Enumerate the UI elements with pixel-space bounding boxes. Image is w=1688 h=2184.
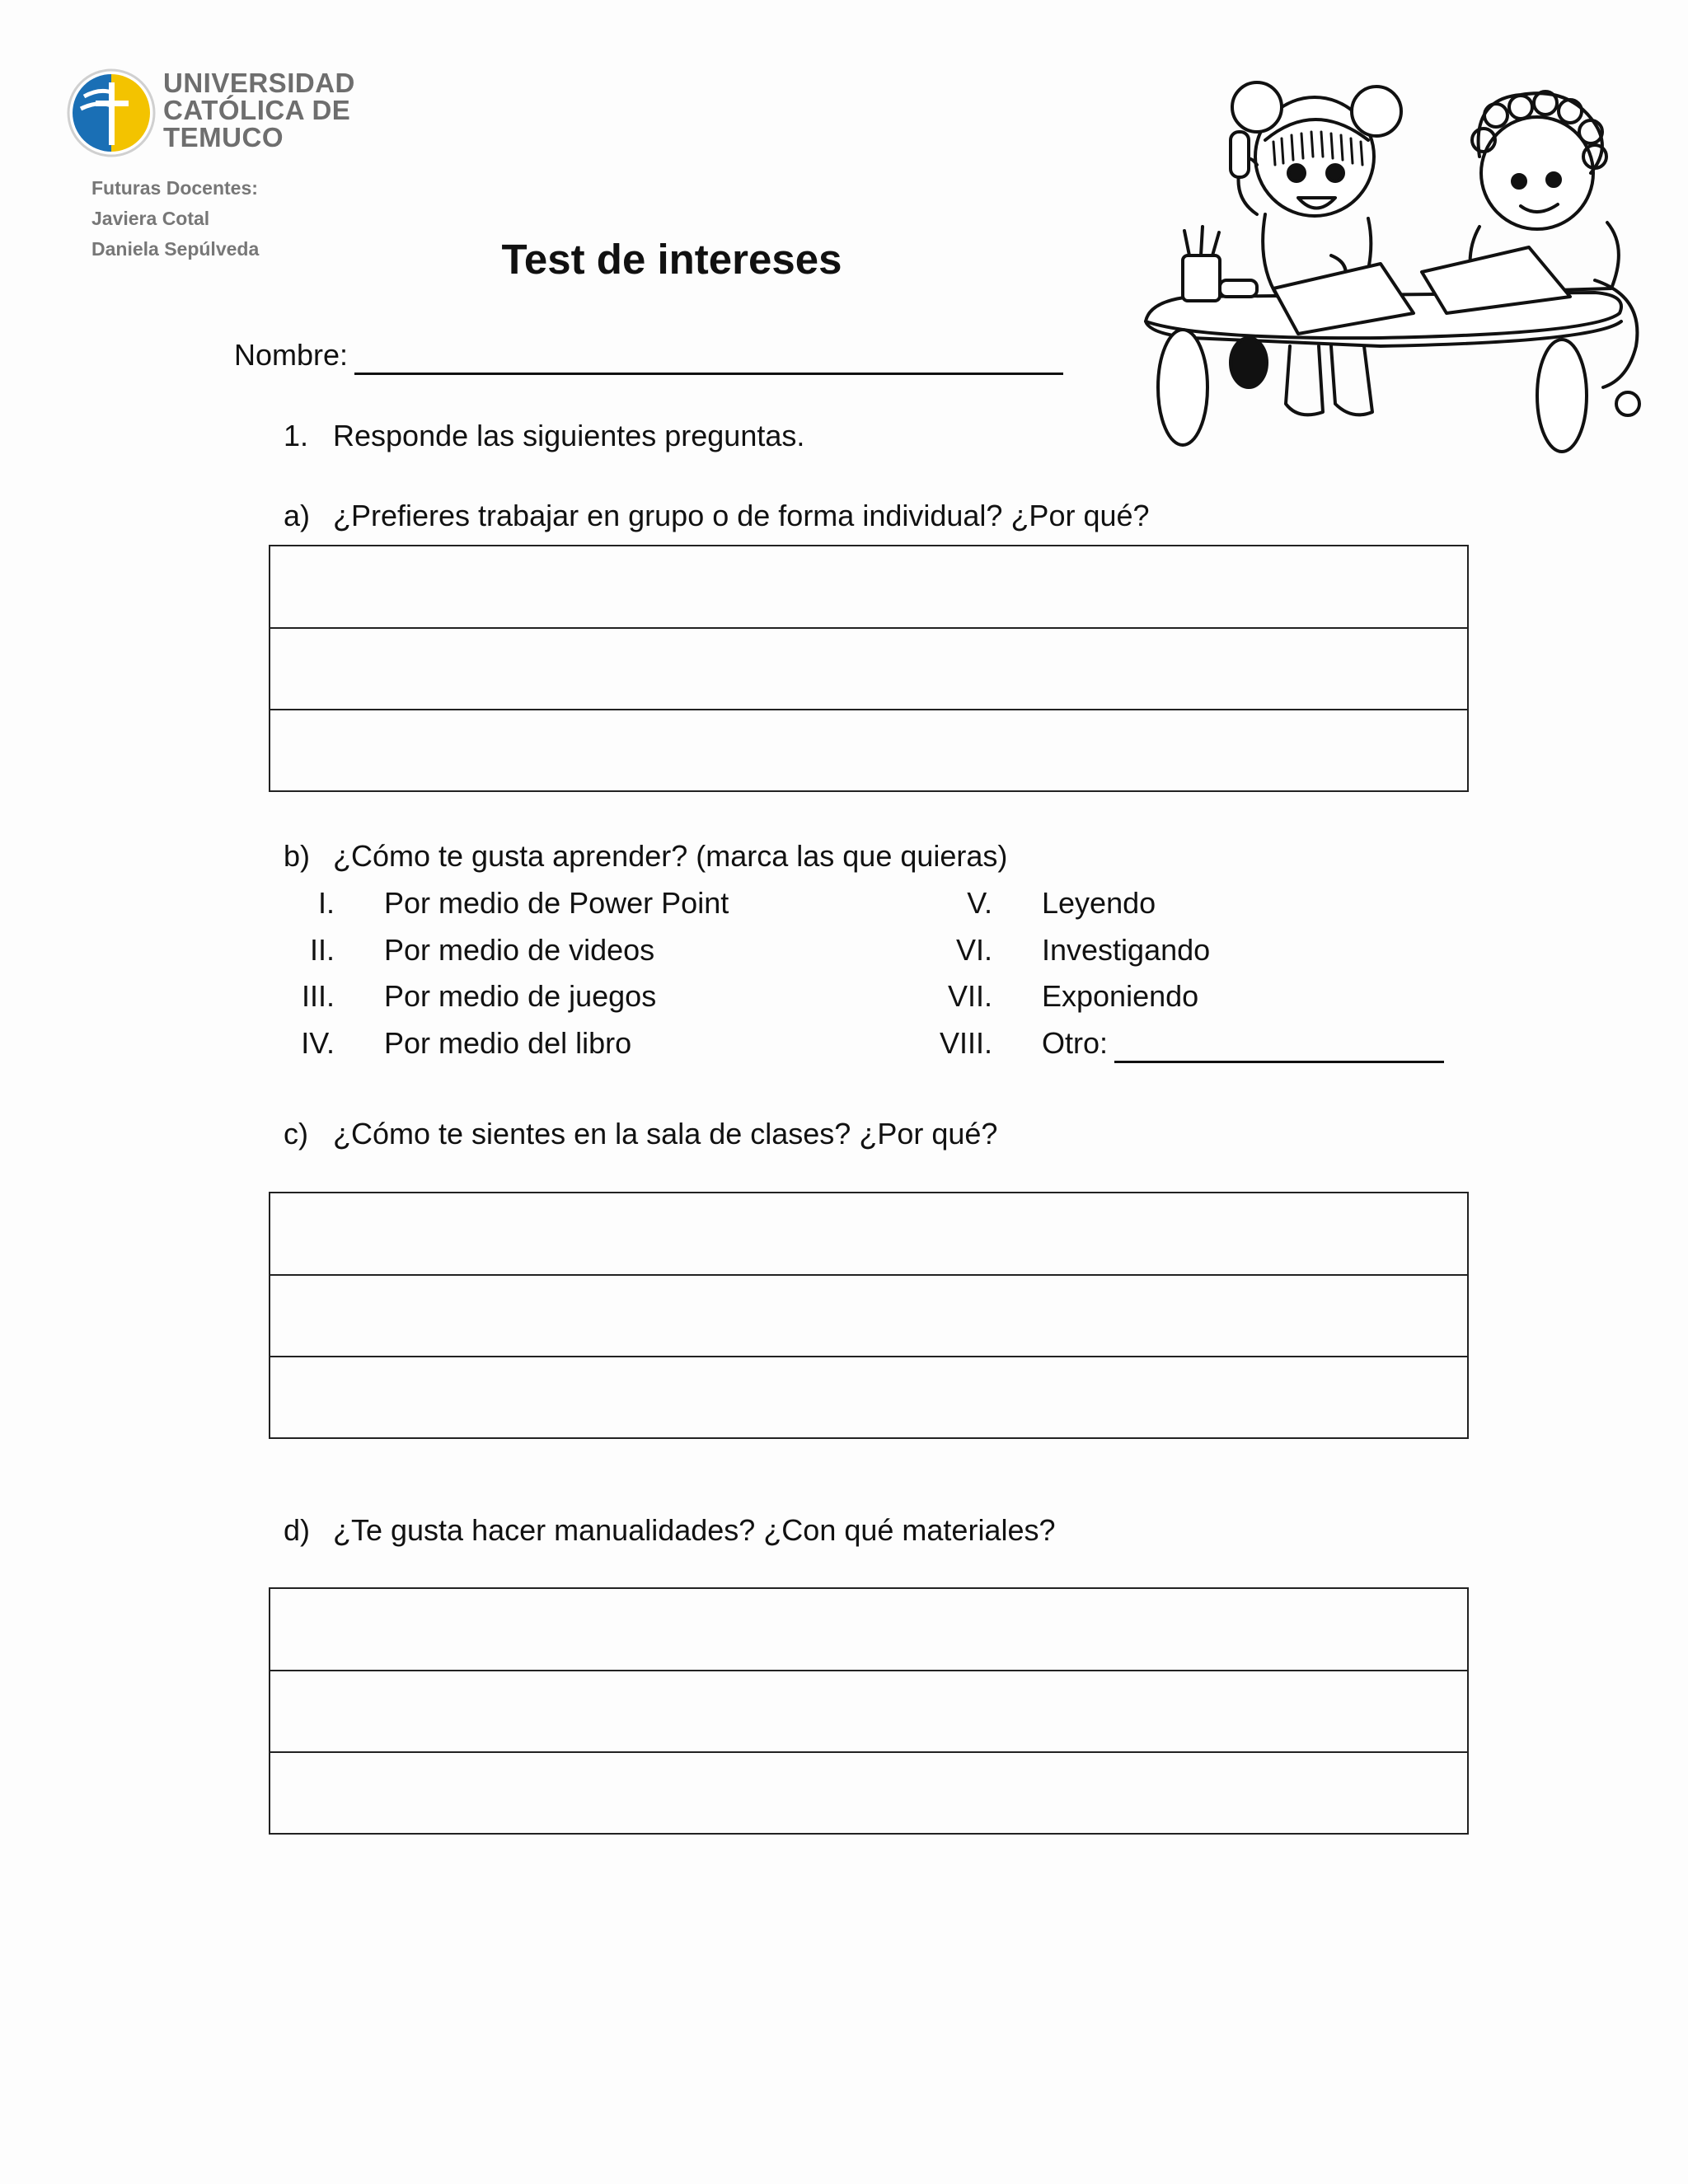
option-text: Leyendo xyxy=(1042,886,1156,920)
question-letter: b) xyxy=(284,839,311,873)
question-b xyxy=(284,839,1437,880)
other-field-line[interactable] xyxy=(1114,1061,1444,1063)
question-text: ¿Cómo te gusta aprender? (marca las que quieras) xyxy=(333,839,1008,873)
option-text: Por medio de juegos xyxy=(384,979,657,1013)
author-name: Daniela Sepúlveda xyxy=(91,238,260,260)
option-text: Por medio de videos xyxy=(384,933,655,967)
answer-box-d[interactable] xyxy=(269,1587,1469,1835)
authors-heading: Futuras Docentes: xyxy=(91,177,258,199)
university-name: UNIVERSIDAD CATÓLICA DE TEMUCO xyxy=(163,68,355,152)
option-4[interactable] xyxy=(0,1026,824,1067)
option-number: VII. xyxy=(947,979,992,1013)
option-text: Por medio del libro xyxy=(384,1026,632,1060)
instruction xyxy=(284,419,1355,460)
question-a xyxy=(284,499,1437,540)
option-text: Investigando xyxy=(1042,933,1211,967)
instruction-number: 1. xyxy=(284,419,309,452)
answer-line xyxy=(270,709,1467,710)
name-label: Nombre: xyxy=(234,338,349,372)
answer-line xyxy=(270,1274,1467,1276)
option-3[interactable] xyxy=(0,979,824,1020)
question-letter: c) xyxy=(284,1117,308,1151)
answer-line xyxy=(270,1670,1467,1671)
option-1[interactable] xyxy=(0,886,824,927)
option-number: VIII. xyxy=(939,1026,992,1060)
option-number: I. xyxy=(317,886,335,920)
option-5[interactable] xyxy=(824,886,1484,927)
children-drawing-illustration xyxy=(1133,49,1677,462)
question-d xyxy=(284,1513,1437,1554)
option-number: V. xyxy=(967,886,992,920)
option-text: Por medio de Power Point xyxy=(384,886,729,920)
page-title: Test de intereses xyxy=(501,236,842,283)
answer-box-c[interactable] xyxy=(269,1192,1469,1439)
option-text: Otro: xyxy=(1042,1026,1109,1060)
answer-line xyxy=(270,1751,1467,1753)
instruction-text: Responde las siguientes preguntas. xyxy=(333,419,805,452)
option-number: III. xyxy=(301,979,335,1013)
university-logo xyxy=(66,68,157,158)
question-c xyxy=(284,1117,1437,1158)
question-text: ¿Te gusta hacer manualidades? ¿Con qué materiales? xyxy=(333,1513,1056,1547)
option-number: VI. xyxy=(955,933,992,967)
option-number: IV. xyxy=(301,1026,335,1060)
answer-line xyxy=(270,627,1467,629)
author-name: Javiera Cotal xyxy=(91,208,210,229)
option-text: Exponiendo xyxy=(1042,979,1199,1013)
option-2[interactable] xyxy=(0,933,824,974)
name-field-line[interactable] xyxy=(354,373,1063,375)
option-6[interactable] xyxy=(824,933,1484,974)
option-7[interactable] xyxy=(824,979,1484,1020)
answer-line xyxy=(270,1356,1467,1357)
question-letter: a) xyxy=(284,499,311,532)
question-text: ¿Cómo te sientes en la sala de clases? ¿Por qué? xyxy=(333,1117,998,1151)
option-number: II. xyxy=(309,933,335,967)
question-text: ¿Prefieres trabajar en grupo o de forma individual? ¿Por qué? xyxy=(333,499,1150,532)
answer-box-a[interactable] xyxy=(269,545,1469,792)
question-letter: d) xyxy=(284,1513,311,1547)
